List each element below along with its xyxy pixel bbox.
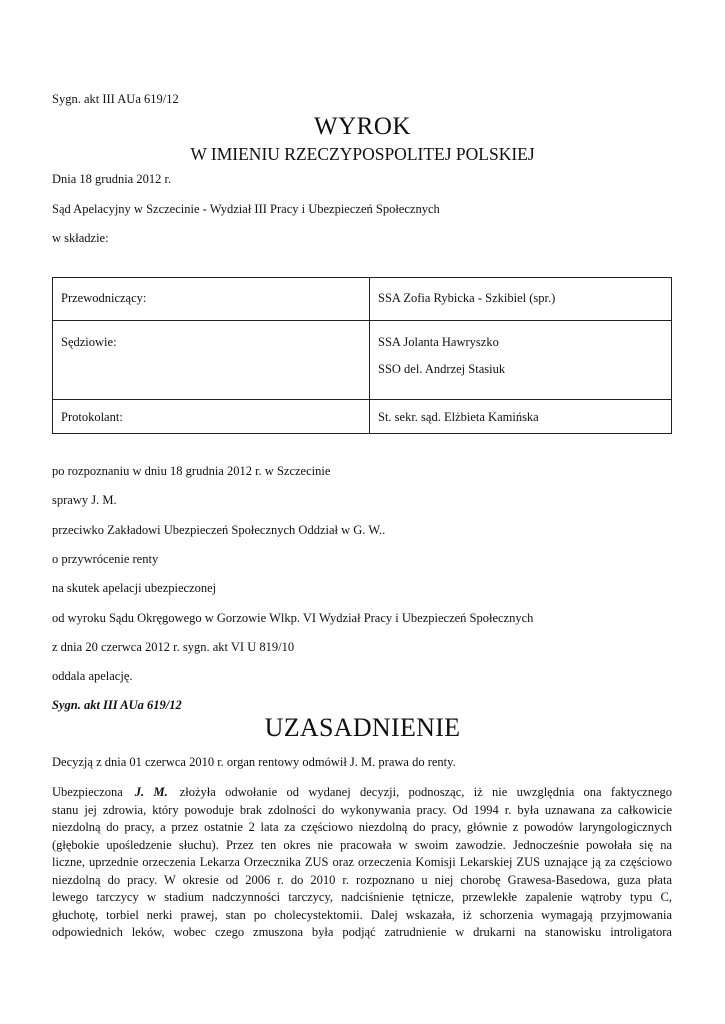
ruling-line: o przywrócenie renty	[52, 552, 159, 566]
clerk-value: St. sekr. sąd. Elżbieta Kamińska	[378, 410, 539, 424]
paragraph-line-text: złożyła odwołanie od wydanej decyzji, podnosząc, iż nie uwzględnia ona faktycznego	[179, 785, 672, 799]
judge-1: SSA Jolanta Hawryszko	[378, 335, 499, 349]
ruling-line: po rozpoznaniu w dniu 18 grudnia 2012 r. w Szczecinie	[52, 464, 331, 478]
paragraph-line: niezdolną do pracy, a przez ostatnie 2 lata za częściowo niezdolną do pracy, głównie z powodów laryngologicznych	[52, 820, 672, 834]
party-name: J. M.	[134, 785, 168, 799]
case-signature-top: Sygn. akt III AUa 619/12	[52, 92, 179, 106]
table-row	[53, 321, 672, 400]
paragraph-line: (głębokie upośledzenie słuchu). Przez ten okres nie pracowała w swoim zawodzie. Jednocześnie powołała się na	[52, 837, 672, 852]
clerk-value-cell	[370, 400, 672, 434]
paragraph-start: Ubezpieczona	[52, 785, 123, 799]
composition-intro: w składzie:	[52, 231, 109, 245]
justification-paragraph	[52, 784, 672, 942]
paragraph-line: odpowiednich leków, wobec czego zmuszona była podjąć zatrudnienie w drukarni na stanowisku introligatora	[52, 925, 672, 939]
paragraph-line: głuchotę, torbiel nerki prawej, stan po cholecystektomii. Dalej wskazała, iż schorzenia wymagają przyjmowania	[52, 907, 672, 922]
table-row	[53, 278, 672, 321]
judges-label: Sędziowie:	[61, 335, 117, 349]
chair-value: SSA Zofia Rybicka - Szkibiel (spr.)	[378, 291, 556, 305]
paragraph-line: lewego tarczycy w stadium nadczynności tarczycy, nadciśnienie tętnicze, przewlekłe zapalenie wątroby typu C,	[52, 890, 672, 904]
judgment-date: Dnia 18 grudnia 2012 r.	[52, 172, 172, 186]
document-title: WYROK	[314, 113, 411, 140]
document-subtitle: W IMIENIU RZECZYPOSPOLITEJ POLSKIEJ	[190, 144, 535, 164]
clerk-label: Protokolant:	[61, 410, 123, 424]
judges-label-cell	[53, 321, 370, 400]
paragraph-line: liczne, uprzednie orzeczenia Lekarza Orzecznika ZUS oraz orzeczenia Komisji Lekarskiej ZUS uznające ją za częściowo	[52, 855, 672, 869]
justification-signature: Sygn. akt III AUa 619/12	[52, 698, 182, 712]
chair-value-cell	[370, 278, 672, 321]
judges-value-cell	[370, 321, 672, 400]
chair-label-cell	[53, 278, 370, 321]
chair-label: Przewodniczący:	[61, 291, 147, 305]
ruling-line: sprawy J. M.	[52, 493, 117, 507]
court-name: Sąd Apelacyjny w Szczecinie - Wydział III Pracy i Ubezpieczeń Społecznych	[52, 202, 440, 216]
table-row	[53, 400, 672, 434]
clerk-label-cell	[53, 400, 370, 434]
justification-intro: Decyzją z dnia 01 czerwca 2010 r. organ rentowy odmówił J. M. prawa do renty.	[52, 755, 456, 769]
paragraph-line: niezdolną do pracy. W okresie od 2006 r. do 2010 r. rozpoznano u niej chorobę Grawesa-Basedowa, guza płata	[52, 872, 672, 887]
ruling-line: z dnia 20 czerwca 2012 r. sygn. akt VI U 819/10	[52, 640, 295, 654]
judge-2: SSO del. Andrzej Stasiuk	[378, 362, 506, 376]
ruling-line: na skutek apelacji ubezpieczonej	[52, 581, 217, 595]
ruling-line: przeciwko Zakładowi Ubezpieczeń Społecznych Oddział w G. W..	[52, 523, 386, 537]
justification-title: UZASADNIENIE	[264, 713, 461, 742]
paragraph-line: stanu jej zdrowia, który powoduje brak zdolności do wykonywania pracy. Od 1994 r. była uznawana za całkowicie	[52, 802, 672, 817]
ruling-line: od wyroku Sądu Okręgowego w Gorzowie Wlkp. VI Wydział Pracy i Ubezpieczeń Społecznych	[52, 611, 534, 625]
court-composition-table	[52, 277, 672, 434]
paragraph-line	[52, 784, 672, 802]
ruling-line: oddala apelację.	[52, 669, 133, 683]
